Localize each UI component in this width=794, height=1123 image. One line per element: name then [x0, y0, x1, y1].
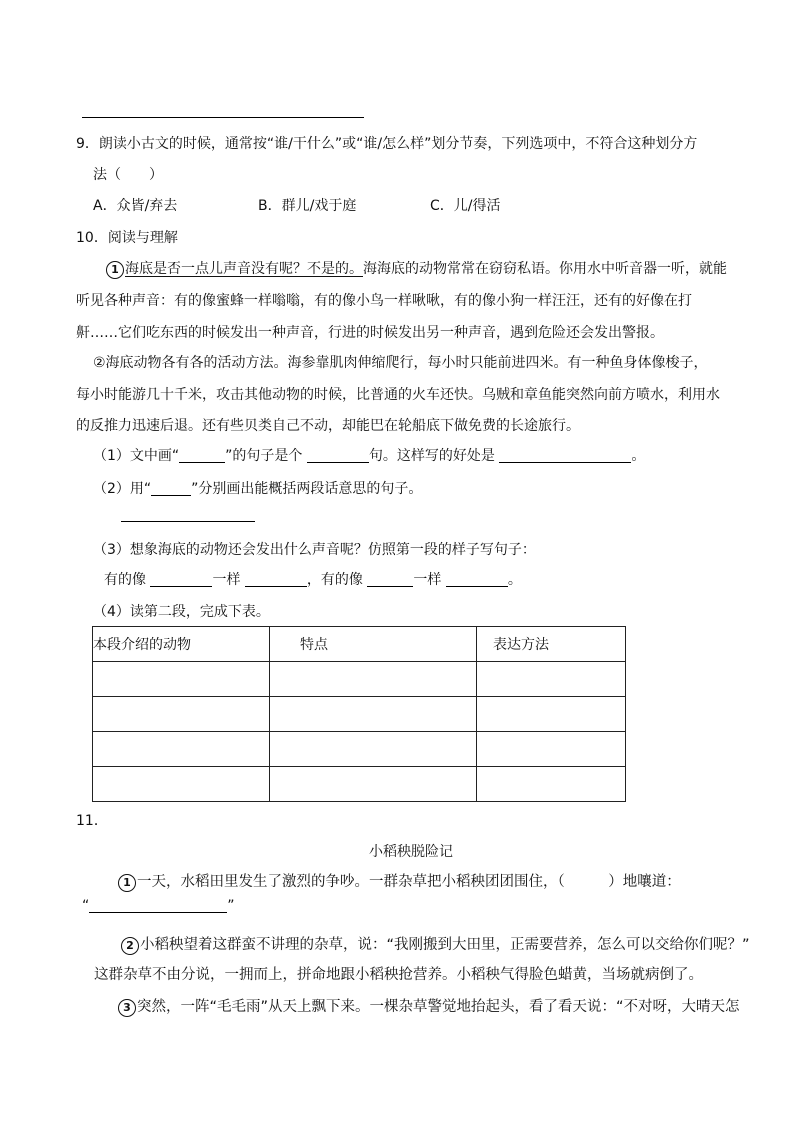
table-row [93, 767, 626, 802]
paragraph-number-2: 2 [121, 937, 139, 955]
q11-title: 小稻秧脱险记 [369, 844, 453, 860]
table-cell[interactable] [477, 697, 626, 732]
q10-sub3-answer: 有的像 一样 ，有的像 一样 。 [104, 572, 522, 588]
q10-p1-line1 [106, 258, 727, 279]
q11-p2-line1: 2 小稻秧望着这群蛮不讲理的杂草，说：“我刚搬到大田里，正需要营养，怎么可以交给你们呢？” [121, 933, 750, 955]
q11-p1-line1: 1 一天，水稻田里发生了激烈的争吵。一群杂草把小稻秧团团围住，（ ）地嚷道： [118, 870, 681, 892]
blank-sentence-type[interactable] [307, 461, 369, 463]
table-cell[interactable] [477, 767, 626, 802]
table-cell[interactable] [93, 697, 270, 732]
table-cell[interactable] [270, 697, 477, 732]
paragraph-number-3: 3 [118, 999, 136, 1017]
table-cell[interactable] [270, 732, 477, 767]
q9-line1: 9．朗读小古文的时候，通常按“谁/干什么”或“谁/怎么样”划分节奏，下列选项中，不符合这种划分方 [76, 136, 698, 152]
table-row [93, 662, 626, 697]
blank-line-mark-2[interactable] [151, 494, 191, 496]
table-header-row [93, 627, 626, 662]
table-header-feature: 特点 [270, 627, 477, 662]
q10-sub4: （4）读第二段，完成下表。 [93, 604, 270, 620]
q10-sub3: （3）想象海底的动物还会发出什么声音呢？仿照第一段的样子写句子： [93, 542, 536, 558]
table-cell[interactable] [270, 662, 477, 697]
table-header-animal: 本段介绍的动物 [93, 627, 270, 662]
blank-sound-1[interactable] [245, 585, 307, 587]
answer-line-sub2[interactable] [121, 521, 255, 522]
q10-p2-line2: 每小时能游几十千米，攻击其他动物的时候，比普通的火车还快。乌贼和章鱼能突然向前方喷水，利用水 [76, 387, 720, 403]
q9-option-c[interactable]: C．儿/得活 [430, 198, 501, 214]
q11-p2-line2: 这群杂草不由分说，一拥而上，拼命地跟小稻秧抢营养。小稻秧气得脸色蜡黄，当场就病倒了。 [94, 967, 703, 983]
table-cell[interactable] [93, 732, 270, 767]
table-cell[interactable] [477, 662, 626, 697]
q10-p2-line1: ②海底动物各有各的活动方法。海参靠肌肉伸缩爬行，每小时只能前进四米。有一种鱼身体像梭子， [93, 355, 708, 371]
table-cell[interactable] [270, 767, 477, 802]
table-cell[interactable] [93, 767, 270, 802]
blank-weeds-words[interactable] [89, 911, 227, 913]
q10-p1-line2: 听见各种声音：有的像蜜蜂一样嗡嗡，有的像小鸟一样啾啾，有的像小狗一样汪汪，还有的好像在打 [76, 293, 692, 309]
q11-number: 11． [76, 813, 108, 829]
q10-title: 10．阅读与理解 [76, 230, 178, 246]
q10-p1-line3: 鼾……它们吃东西的时候发出一种声音，行进的时候发出另一种声音，遇到危险还会发出警报。 [76, 325, 664, 341]
underlined-sentence: 海底是否一点儿声音没有呢？不是的。 [125, 261, 363, 277]
blank-animal-2[interactable] [367, 585, 413, 587]
table-cell[interactable] [477, 732, 626, 767]
paragraph-number-1: 1 [106, 261, 124, 279]
q10-sub1: （1）文中画“ ”的句子是个 句。这样写的好处是 。 [93, 448, 646, 464]
q10-p1-rest: 海海底的动物常常在窃窃私语。你用水中听音器一听，就能 [363, 261, 727, 277]
table-row [93, 732, 626, 767]
q11-p3-line1: 3 突然，一阵“毛毛雨”从天上飘下来。一棵杂草警觉地抬起头，看了看天说：“不对呀，大晴天怎 [118, 995, 740, 1017]
q9-line2: 法（ ） [93, 167, 163, 183]
blank-sound-2[interactable] [446, 585, 508, 587]
answer-line-top[interactable] [82, 117, 364, 118]
blank-line-mark[interactable] [179, 461, 225, 463]
q9-option-a[interactable]: A．众皆/弃去 [93, 198, 178, 214]
blank-animal-1[interactable] [150, 585, 212, 587]
q10-p2-line3: 的反推力迅速后退。还有些贝类自己不动，却能巴在轮船底下做免费的长途旅行。 [76, 418, 580, 434]
table-row [93, 697, 626, 732]
paragraph-number-1: 1 [118, 874, 136, 892]
q9-option-b[interactable]: B．群儿/戏于庭 [258, 198, 357, 214]
table-cell[interactable] [93, 662, 270, 697]
table-header-method: 表达方法 [477, 627, 626, 662]
blank-benefit[interactable] [499, 461, 631, 463]
answer-table [92, 626, 626, 802]
q10-sub2: （2）用“ ”分别画出能概括两段话意思的句子。 [93, 481, 423, 497]
q11-p1-line2: “ ” [82, 898, 235, 914]
